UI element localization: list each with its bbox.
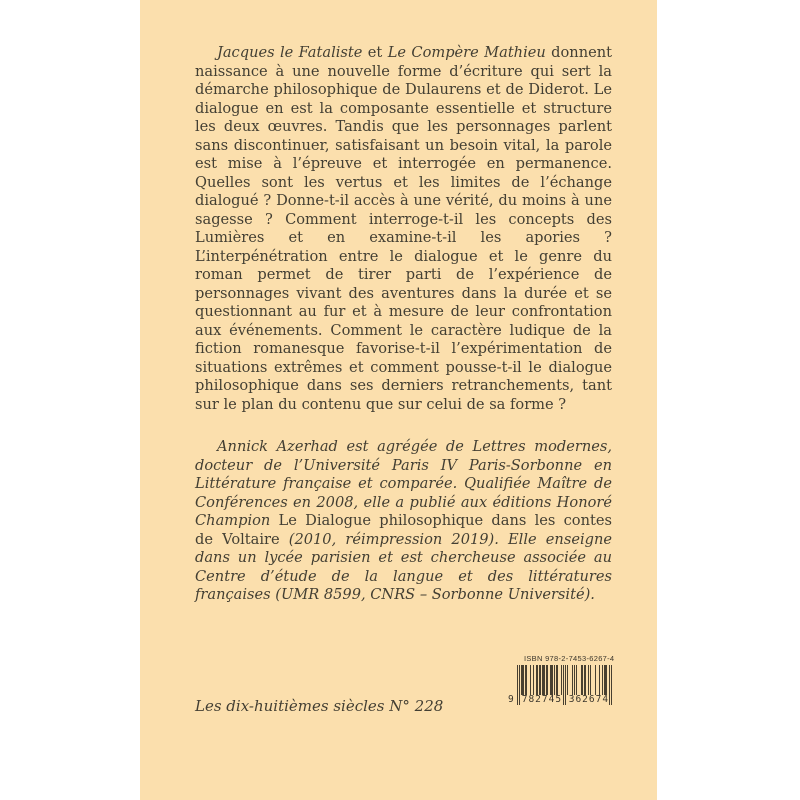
work-title-jacques-le-fataliste: Jacques le Fataliste [217, 44, 363, 61]
bio-book-title: Le Dialogue philosophique dans les contes de Voltaire [195, 512, 612, 548]
bio-text-part1: Annick Azerhad est agrégée de Lettres modernes, docteur de l’Université Paris IV Paris-Sorbonne en Littérature française et comparée. Qualifiée Maître de Conférences en 2008, elle a publié aux éditions Honoré Champion [195, 438, 612, 529]
bio-text-part2: (2010, réimpression 2019). Elle enseigne dans un lycée parisien et est chercheuse associée au Centre d’étude de la langue et des littératures françaises (UMR 8599, CNRS – Sorbonne Université). [195, 530, 612, 603]
ean-digit-group-2: 362674 [568, 693, 610, 705]
ean13-barcode [508, 665, 638, 705]
barcode-bars [517, 665, 612, 705]
work-title-le-compere-mathieu: Le Compère Mathieu [387, 44, 546, 61]
author-bio-paragraph [195, 438, 612, 605]
ean-digit-group-1: 782745 [521, 693, 563, 705]
synopsis-separator: et [362, 44, 388, 61]
synopsis-body-text: donnent naissance à une nouvelle forme d’écriture qui sert la démarche philosophique de Dulaurens et de Diderot. Le dialogue en est la composante essentielle et structure les deux œuvres. Tandis que les personnages parlent sans discontinuer, satisfaisant un besoin vital, la parole est mise à l’épreuve et interrogée en permanence. Quelles sont les vertus et les limites de l’échange dialogué ? Donne-t-il accès à une vérité, du moins à une sagesse ? Comment interroge-t-il les concepts des Lumières et en examine-t-il les apories ? L’interpénétration entre le dialogue et le genre du roman permet de tirer parti de l’expérience de personnages vivant des aventures dans la durée et se questionnant au fur et à mesure de leur confrontation aux événements. Comment le caractère ludique de la fiction romanesque favorise-t-il l’expérimentation de situations extrêmes et comment pousse-t-il le dialogue philosophique dans ses derniers retranchements, tant sur le plan du contenu que sur celui de sa forme ? [195, 44, 612, 413]
synopsis-paragraph [195, 44, 612, 414]
isbn-label: ISBN 978-2-7453-6267-4 [524, 654, 615, 663]
book-back-cover [140, 0, 657, 800]
ean-first-digit: 9 [508, 694, 514, 705]
cover-text-block [195, 44, 612, 605]
isbn-barcode-block [508, 654, 638, 705]
series-title: Les dix-huitièmes siècles N° 228 [195, 697, 444, 715]
